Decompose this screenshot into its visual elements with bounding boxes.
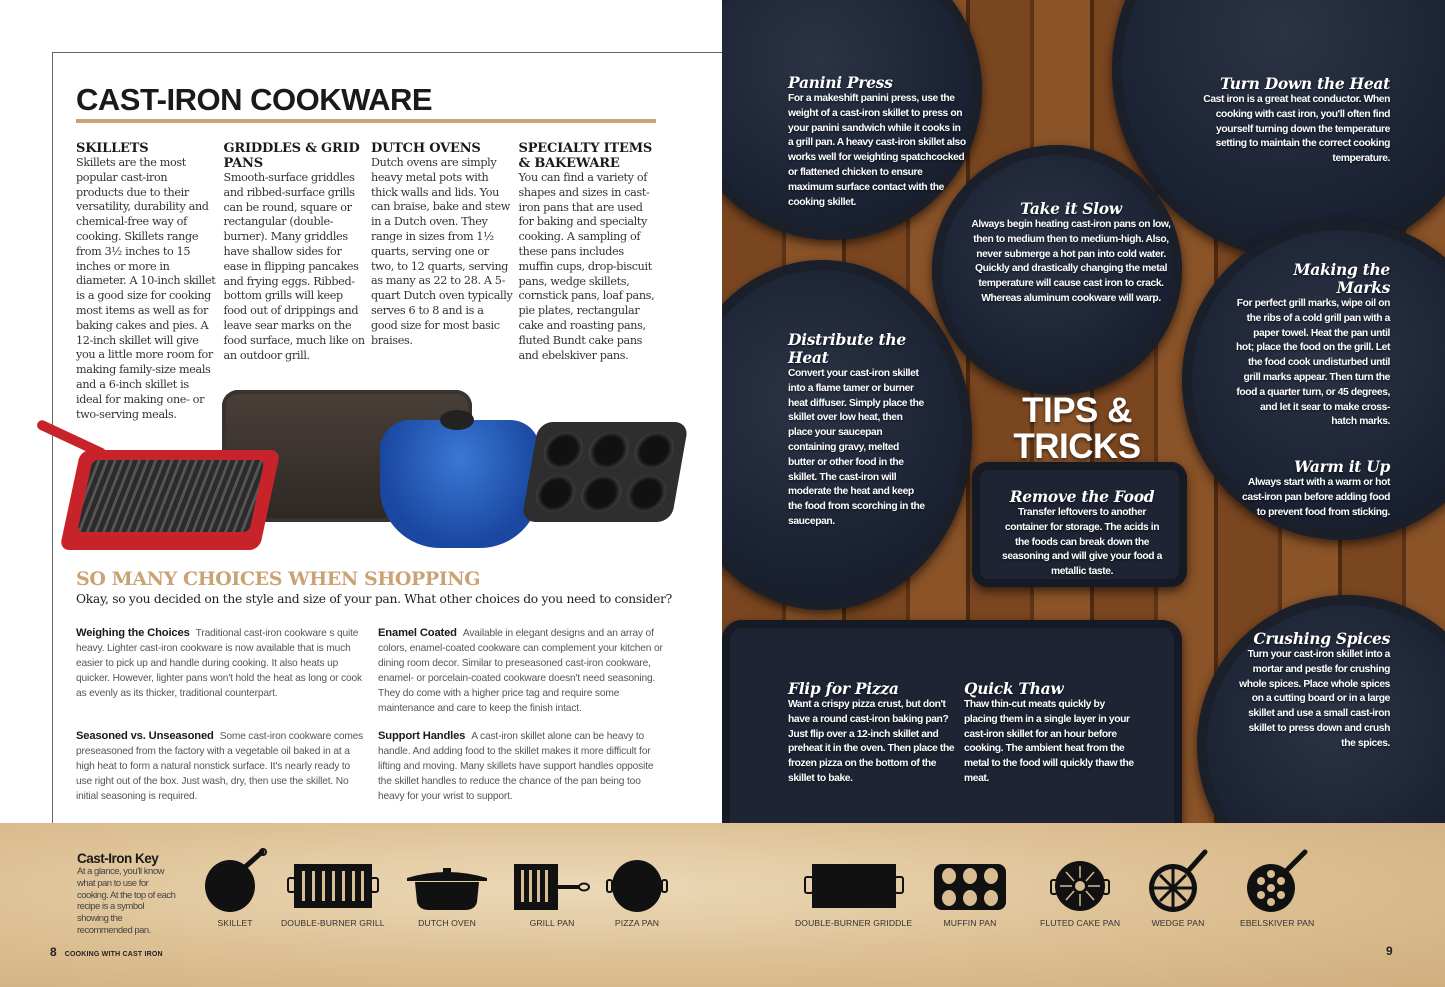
tip-heading: Remove the Food — [1009, 487, 1155, 506]
shopping-subtitle: Okay, so you decided on the style and size of your pan. What other choices do you need to consider? — [76, 592, 672, 606]
tip-heading: Turn Down the Heat — [1220, 74, 1390, 93]
shopping-choices — [76, 626, 666, 804]
key-title: Cast-Iron Key — [77, 851, 159, 866]
tip-panini-press — [788, 74, 968, 210]
key-item-grill-pan — [512, 848, 592, 928]
key-label: FLUTED CAKE PAN — [1040, 918, 1121, 928]
wedge-pan-icon — [1143, 848, 1213, 914]
key-item-double-burner-grill — [281, 848, 385, 928]
choice-body: Traditional cast-iron cookware s quite heavy. Lighter cast-iron cookware is now available that is much easier to pick up and handle during cooking. It also heats up quicker. However, lighter pans won't hold the heat as long or cook as evenly as its thicker, traditional counterpart. — [76, 628, 362, 699]
grill-pan-image — [59, 450, 280, 550]
column-body: Skillets are the most popular cast-iron products due to their versatility, durability and chemical-free way of cooking. Skillets range from 3½ inches to 15 inches or more in diameter. A 10-inch skillet is a good size for cooking most items as well as for baking cakes and pies. A 12-inch skillet will give you a little more room for making family-size meals and a 6-inch skillet is ideal for making one- or two-serving meals. — [76, 156, 216, 421]
key-item-skillet — [200, 848, 270, 928]
choice-heading: Weighing the Choices — [76, 627, 190, 639]
fluted-cake-pan-icon — [1042, 848, 1118, 914]
pizza-pan-icon — [604, 848, 670, 914]
choice-enamel — [378, 626, 668, 716]
right-page — [722, 0, 1445, 823]
running-head: COOKING WITH CAST IRON — [64, 951, 163, 958]
left-folio — [50, 945, 163, 959]
tip-heading: Warm it Up — [1294, 457, 1390, 476]
grill-pan-icon — [512, 848, 592, 914]
tip-heading: Take it Slow — [1020, 199, 1122, 218]
column-griddles — [224, 141, 372, 422]
column-specialty — [519, 141, 667, 422]
tip-heading: Panini Press — [788, 73, 893, 92]
column-skillets — [76, 141, 224, 422]
shopping-heading: SO MANY CHOICES WHEN SHOPPING — [76, 568, 481, 590]
key-label: WEDGE PAN — [1151, 918, 1205, 928]
key-label: EBELSKIVER PAN — [1240, 918, 1315, 928]
double-burner-grill-icon — [286, 848, 380, 914]
column-heading: SKILLETS — [76, 141, 149, 156]
key-item-ebelskiver-pan — [1240, 848, 1314, 928]
choice-heading: Seasoned vs. Unseasoned — [76, 730, 214, 742]
tip-warm-it-up — [1242, 458, 1390, 520]
tip-heading: Distribute the Heat — [788, 330, 906, 367]
column-body: Dutch ovens are simply heavy metal pots with thick walls and lids. You can braise, bake and stew in a Dutch oven. They range in sizes from 1½ quarts, serving one or two, to 12 quarts, serving as many as 22 to 28. A 5-quart Dutch oven typically serves 6 to 8 and is a good size for most basic braises. — [371, 156, 513, 347]
choice-weighing — [76, 626, 366, 716]
tip-body: Always start with a warm or hot cast-iron pan before adding food to prevent food from sticking. — [1242, 477, 1390, 518]
tip-body: Cast iron is a great heat conductor. When cooking with cast iron, you'll often find yourself turning down the temperature setting to maintain the correct cooking temperature. — [1203, 94, 1390, 165]
tip-body: Transfer leftovers to another container for storage. The acids in the foods can break down the seasoning and will give your food a metallic taste. — [1002, 507, 1162, 578]
left-page — [0, 0, 722, 823]
key-item-double-burner-griddle — [795, 848, 912, 928]
page-number-right: 9 — [1386, 944, 1393, 958]
key-label: DOUBLE-BURNER GRIDDLE — [795, 918, 913, 928]
key-label: PIZZA PAN — [614, 918, 660, 928]
key-item-dutch-oven — [405, 848, 489, 928]
page-title: CAST-IRON COOKWARE — [76, 82, 433, 117]
choice-heading: Enamel Coated — [378, 627, 457, 639]
key-item-fluted-cake-pan — [1040, 848, 1120, 928]
tip-crushing-spices — [1232, 630, 1390, 752]
skillet-icon — [200, 848, 270, 914]
tip-heading: Flip for Pizza — [788, 679, 899, 698]
column-dutch-ovens — [371, 141, 519, 422]
tip-body: Convert your cast-iron skillet into a flame tamer or burner heat diffuser. Simply place the skillet over low heat, then place your saucepan containing gravy, melted butter or other food in the skillet. The cast-iron will moderate the heat and keep the food from scorching in the saucepan. — [788, 368, 925, 527]
column-heading: DUTCH OVENS — [371, 141, 481, 156]
tip-distribute-heat — [788, 331, 928, 530]
tip-making-marks — [1236, 261, 1390, 430]
choice-body: Some cast-iron cookware comes preseasoned from the factory with a vegetable oil baked in at a high heat to form a natural nonstick surface. It's nearly ready to use right out of the box. Just wash, dry, then use the skillet. No initial seasoning is required. — [76, 731, 364, 802]
column-body: You can find a variety of shapes and sizes in cast-iron pans that are used for baking and specialty cooking. A sampling of these pans includes muffin cups, drop-biscuit pans, wedge skillets, cornstick pans, loaf pans, pie plates, rectangular cake and roasting pans, fluted Bundt cake pans and ebelskiver pans. — [518, 171, 655, 362]
tip-turn-down-heat — [1200, 75, 1390, 167]
tip-heading: Making the Marks — [1293, 260, 1390, 297]
tip-body: For perfect grill marks, wipe oil on the ribs of a cold grill pan with a paper towel. Heat the pan until hot; place the food on the grill. Let the food cook undisturbed until grill marks appear. Then turn the food a quarter turn, or 45 degrees, and let it sear to make cross- hatch marks. — [1236, 298, 1390, 428]
key-label: MUFFIN PAN — [943, 918, 997, 928]
key-label: SKILLET — [217, 918, 253, 928]
page-number-left: 8 — [50, 945, 57, 959]
tip-body: Turn your cast-iron skillet into a mortar and pestle for crushing whole spices. Place whole spices on a cutting board or in a large skillet and use a small cast-iron skillet to press down and crush the spices. — [1239, 649, 1390, 749]
ebelskiver-pan-icon — [1241, 848, 1313, 914]
key-description: At a glance, you'll know what pan to use for cooking. At the top of each recipe is a symbol showing the recommended pan. — [77, 866, 176, 936]
column-heading: GRIDDLES & GRID PANS — [223, 141, 360, 171]
dutch-oven-icon — [405, 848, 489, 914]
cookware-columns — [76, 141, 666, 422]
tip-body: Always begin heating cast-iron pans on low, then to medium then to medium-high. Also, never submerge a hot pan into cold water. Quickly and drastically changing the metal temperature will cause cast iron to crack. Whereas aluminum cookware will warp. — [971, 219, 1171, 304]
tip-remove-food — [1002, 488, 1162, 580]
double-burner-griddle-icon — [802, 848, 906, 914]
tip-body: For a makeshift panini press, use the weight of a cast-iron skillet to press on your panini sandwich while it cooks in a grill pan. A heavy cast-iron skillet also works well for weighting spatchcocked or flattened chicken to ensure maximum surface contact with the cooking skillet. — [788, 93, 966, 208]
product-photos — [30, 390, 690, 560]
column-heading: SPECIALTY ITEMS & BAKEWARE — [518, 141, 653, 171]
column-body: Smooth-surface griddles and ribbed-surface grills can be round, square or rectangular (double-burner). Many griddles have shallow sides for ease in flipping pancakes and frying eggs. Ribbed-bottom grills will keep food out of drippings and leave sear marks on the food surface, much like on an outdoor grill. — [223, 171, 365, 362]
choice-seasoned — [76, 729, 366, 804]
tips-and-tricks-title: TIPS & TRICKS — [1013, 391, 1141, 466]
key-label: DOUBLE-BURNER GRILL — [281, 918, 385, 928]
muffin-pan-icon — [932, 848, 1008, 914]
tip-flip-pizza — [788, 680, 958, 787]
tip-heading: Crushing Spices — [1253, 629, 1390, 648]
title-divider — [76, 119, 656, 123]
key-item-muffin-pan — [932, 848, 1008, 928]
key-label: GRILL PAN — [529, 918, 575, 928]
key-item-pizza-pan — [604, 848, 670, 928]
muffin-pan-image — [521, 422, 689, 522]
choice-handles — [378, 729, 668, 804]
tip-heading: Quick Thaw — [964, 679, 1064, 698]
tip-quick-thaw — [964, 680, 1134, 787]
dutch-oven-image — [380, 420, 540, 548]
choice-heading: Support Handles — [378, 730, 466, 742]
tip-body: Thaw thin-cut meats quickly by placing them in a single layer in your cast-iron skillet for an hour before cooking. The ambient heat from the metal to the food will quickly thaw the meat. — [964, 699, 1134, 784]
choice-body: Available in elegant designs and an array of colors, enamel-coated cookware can complement your kitchen or dining room decor. Similar to preseasoned cast-iron cookware, enamel- or porcelain-coated cookware doesn't need seasoning. They do come with a higher price tag and require some maintenance and care to keep the finish intact. — [378, 628, 663, 714]
tip-take-it-slow — [966, 200, 1176, 307]
key-item-wedge-pan — [1143, 848, 1213, 928]
choice-body: A cast-iron skillet alone can be heavy to handle. And adding food to the skillet makes it more difficult for lifting and moving. Many skillets have support handles opposite the skillet handles to reduce the chance of the pan being too heavy for your wrist to support. — [378, 731, 654, 802]
key-label: DUTCH OVEN — [418, 918, 476, 928]
tip-body: Want a crispy pizza crust, but don't have a round cast-iron baking pan? Just flip over a 12-inch skillet and preheat it in the oven. Then place the frozen pizza on the bottom of the skillet to bake. — [788, 699, 955, 784]
